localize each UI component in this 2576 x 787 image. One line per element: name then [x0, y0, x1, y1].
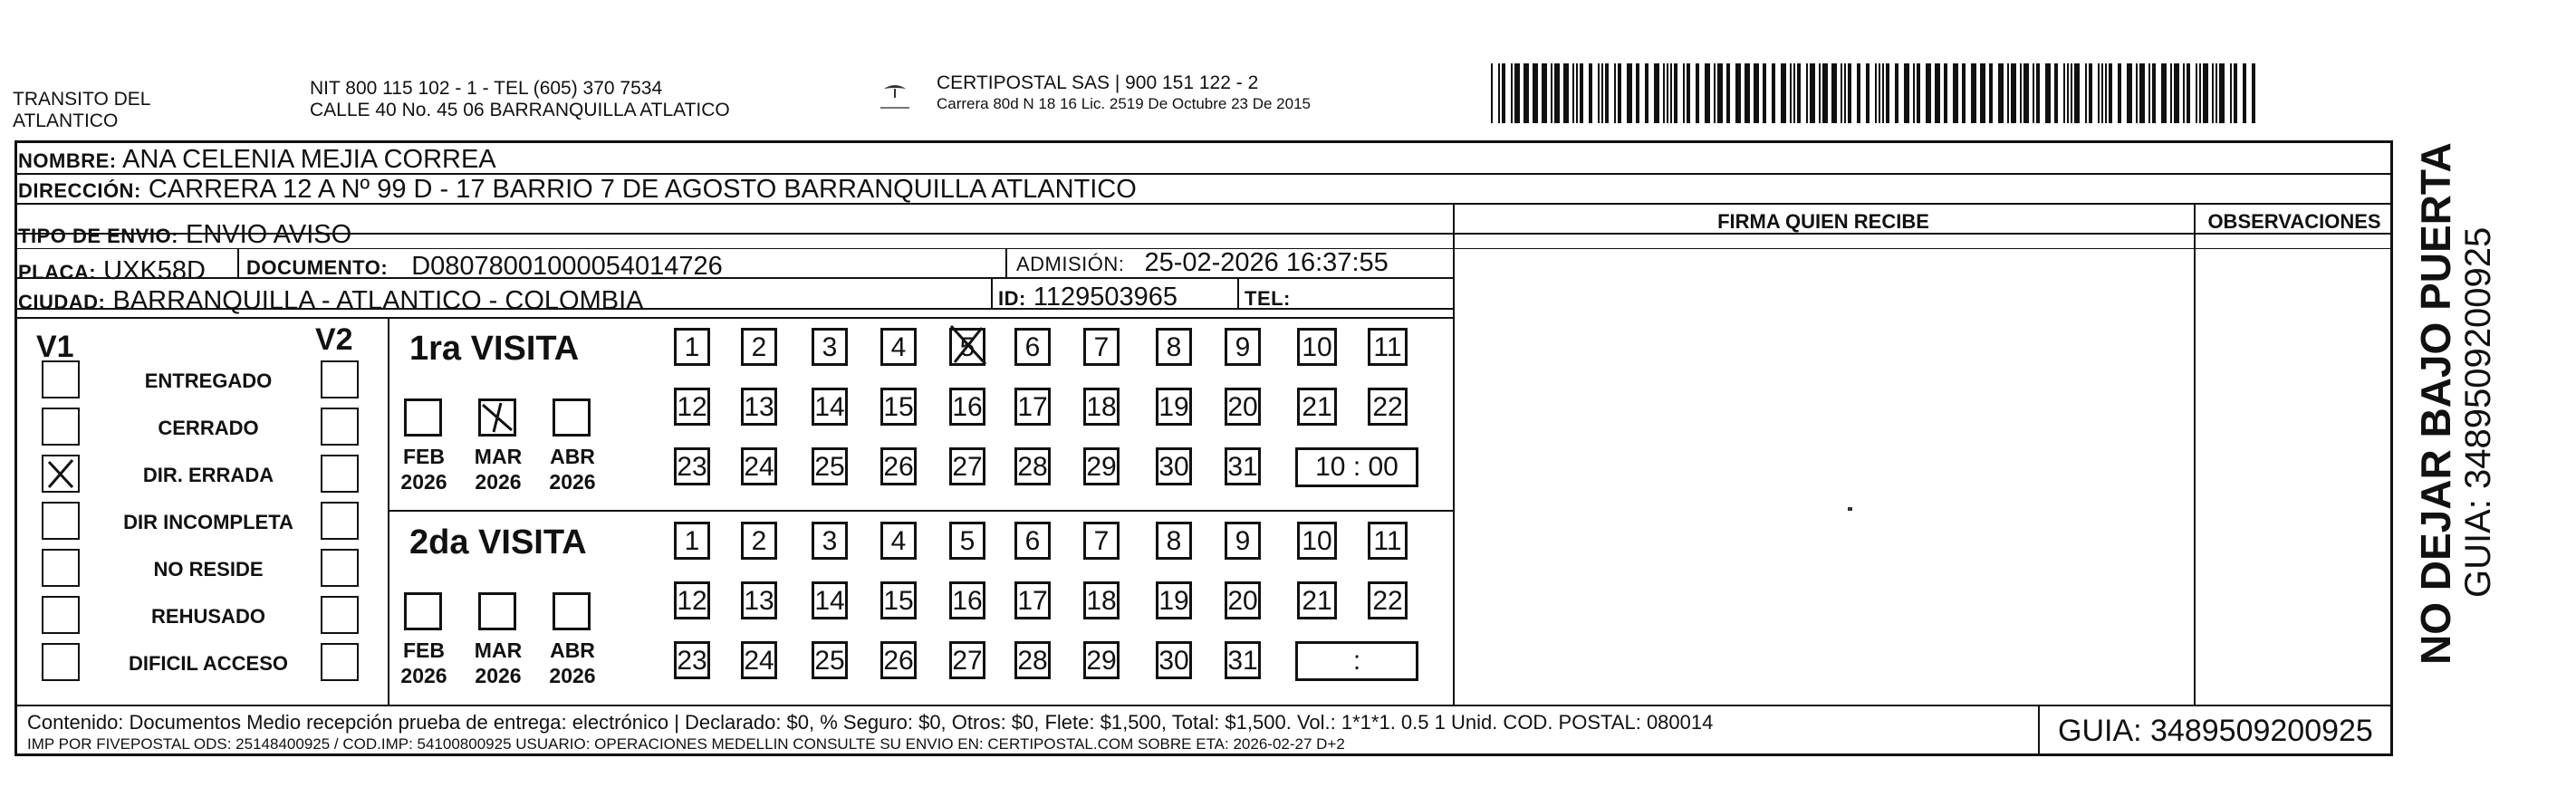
firma-header: FIRMA QUIEN RECIBE [1717, 210, 1929, 233]
day-box-0-27[interactable]: 27 [949, 447, 985, 485]
status-label: CERRADO [158, 417, 259, 439]
status-label: NO RESIDE [153, 558, 264, 581]
v2-checkbox-0[interactable] [321, 360, 359, 398]
carrier-line2: Carrera 80d N 18 16 Lic. 2519 De Octubre 23 De 2015 [937, 95, 1311, 112]
nombre-field [18, 145, 496, 176]
day-box-0-13[interactable]: 13 [741, 388, 777, 426]
direccion-field [18, 175, 1137, 206]
carrier-logo-icon [877, 82, 913, 112]
footer-guia: GUIA: 3489509200925 [2058, 714, 2373, 748]
day-box-0-11[interactable]: 11 [1368, 328, 1408, 366]
admision-value: 25-02-2026 16:37:55 [1144, 248, 1389, 277]
month-name: ABR [550, 445, 595, 468]
nombre-value: ANA CELENIA MEJIA CORREA [122, 145, 496, 174]
day-box-0-16[interactable]: 16 [949, 388, 985, 426]
day-box-0-25[interactable]: 25 [812, 447, 848, 485]
day-box-1-28[interactable]: 28 [1014, 641, 1051, 679]
v2-checkbox-1[interactable] [321, 408, 359, 446]
visit-time-1[interactable]: : [1295, 641, 1418, 681]
footer-imp: IMP POR FIVEPOSTAL ODS: 25148400925 / COD.IMP: 54100800925 USUARIO: OPERACIONES MEDELLIN CONSULTE SU ENVIO EN: CERTIPOSTAL.COM SOBRE ETA: 2026-02-27 D+2 [27, 735, 1345, 753]
day-box-0-5[interactable]: 5 [949, 328, 985, 366]
day-box-1-29[interactable]: 29 [1083, 641, 1120, 679]
month-label [397, 638, 451, 688]
month-checkbox-1-2[interactable] [553, 592, 591, 630]
v2-checkbox-2[interactable] [321, 455, 359, 493]
v2-checkbox-6[interactable] [321, 643, 359, 681]
day-box-1-1[interactable]: 1 [674, 522, 710, 560]
month-checkbox-0-2[interactable] [553, 398, 591, 437]
documento-value: D08078001000054014726 [411, 252, 723, 281]
day-box-1-17[interactable]: 17 [1014, 581, 1051, 619]
barcode [1491, 63, 2263, 123]
v2-checkbox-5[interactable] [321, 596, 359, 634]
day-box-0-17[interactable]: 17 [1014, 388, 1051, 426]
day-box-0-1[interactable]: 1 [674, 328, 710, 366]
placa-label: PLACA: [18, 261, 97, 283]
month-label [397, 444, 451, 494]
day-box-1-23[interactable]: 23 [674, 641, 710, 679]
month-label [545, 444, 600, 494]
side-guia: GUIA: 3489509200925 [2458, 226, 2498, 598]
month-name: FEB [403, 638, 445, 662]
day-box-0-24[interactable]: 24 [741, 447, 777, 485]
direccion-label: DIRECCIÓN: [18, 179, 141, 202]
day-box-0-10[interactable]: 10 [1297, 328, 1337, 366]
issuer-line2: ATLANTICO [13, 110, 119, 131]
day-box-0-7[interactable]: 7 [1083, 328, 1120, 366]
day-box-1-20[interactable]: 20 [1225, 581, 1261, 619]
carrier-line1: CERTIPOSTAL SAS | 900 151 122 - 2 [937, 72, 1259, 93]
day-box-1-11[interactable]: 11 [1368, 522, 1408, 560]
day-box-1-21[interactable]: 21 [1297, 581, 1337, 619]
month-year: 2026 [475, 470, 522, 494]
id-label: ID: [998, 287, 1026, 310]
month-name: MAR [474, 638, 523, 662]
day-box-1-18[interactable]: 18 [1083, 581, 1120, 619]
month-year: 2026 [400, 470, 447, 494]
month-label [471, 444, 525, 494]
status-label: DIFICIL ACCESO [128, 652, 288, 675]
day-box-0-6[interactable]: 6 [1014, 328, 1051, 366]
month-year: 2026 [549, 470, 596, 494]
v2-label: V2 [315, 322, 353, 357]
day-box-0-20[interactable]: 20 [1225, 388, 1261, 426]
day-box-0-26[interactable]: 26 [880, 447, 917, 485]
day-box-1-6[interactable]: 6 [1014, 522, 1051, 560]
day-box-1-27[interactable]: 27 [949, 641, 985, 679]
id-value: 1129503965 [1033, 283, 1178, 312]
day-box-1-26[interactable]: 26 [880, 641, 917, 679]
month-year: 2026 [475, 664, 522, 687]
day-box-1-5[interactable]: 5 [949, 522, 985, 560]
day-box-1-12[interactable]: 12 [674, 581, 710, 619]
month-checkbox-0-1[interactable] [478, 398, 516, 437]
day-box-0-18[interactable]: 18 [1083, 388, 1120, 426]
day-box-1-8[interactable]: 8 [1156, 522, 1192, 560]
day-box-1-14[interactable]: 14 [812, 581, 848, 619]
day-box-0-15[interactable]: 15 [880, 388, 917, 426]
day-box-0-22[interactable]: 22 [1368, 388, 1408, 426]
day-mark-icon [946, 322, 991, 374]
direccion-value: CARRERA 12 A Nº 99 D - 17 BARRIO 7 DE AGOSTO BARRANQUILLA ATLANTICO [148, 175, 1137, 204]
day-box-0-14[interactable]: 14 [812, 388, 848, 426]
visit-title-1: 2da VISITA [409, 523, 587, 561]
month-year: 2026 [400, 664, 447, 687]
day-box-0-29[interactable]: 29 [1083, 447, 1120, 485]
v1-checkbox-4[interactable] [42, 549, 80, 587]
v1-label: V1 [36, 330, 74, 364]
issuer-contact [310, 78, 730, 121]
day-box-0-19[interactable]: 19 [1156, 388, 1192, 426]
day-box-1-2[interactable]: 2 [741, 522, 777, 560]
v1-checkbox-0[interactable] [42, 360, 80, 398]
tipo-value: ENVIO AVISO [185, 220, 352, 249]
tel-label: TEL: [1245, 287, 1291, 310]
v1-checkbox-1[interactable] [42, 408, 80, 446]
day-box-0-9[interactable]: 9 [1225, 328, 1261, 366]
day-box-1-13[interactable]: 13 [741, 581, 777, 619]
month-year: 2026 [549, 664, 596, 687]
day-box-1-22[interactable]: 22 [1368, 581, 1408, 619]
admision-label: ADMISIÓN: [1016, 253, 1125, 275]
ciudad-field [18, 286, 644, 317]
status-label: REHUSADO [151, 605, 265, 628]
day-box-1-25[interactable]: 25 [812, 641, 848, 679]
day-box-1-3[interactable]: 3 [812, 522, 848, 560]
day-box-0-28[interactable]: 28 [1014, 447, 1051, 485]
status-label: DIR INCOMPLETA [123, 511, 293, 533]
v1-checkbox-6[interactable] [42, 643, 80, 681]
ciudad-label: CIUDAD: [18, 291, 106, 313]
side-warning: NO DEJAR BAJO PUERTA [2412, 142, 2459, 665]
status-label: DIR. ERRADA [142, 464, 274, 486]
observaciones-header: OBSERVACIONES [2207, 210, 2381, 233]
footer-contenido: Contenido: Documentos Medio recepción prueba de entrega: electrónico | Declarado: $0, % Seguro: $0, Otros: $0, Flete: $1,500, Total: $1,500. Vol.: 1*1*1. 0.5 1 Unid. COD. POSTAL: 080014 [27, 711, 1714, 734]
issuer-address: CALLE 40 No. 45 06 BARRANQUILLA ATLATICO [310, 100, 730, 120]
id-field [998, 283, 1177, 313]
day-box-0-12[interactable]: 12 [674, 388, 710, 426]
documento-label: DOCUMENTO: [246, 256, 389, 279]
day-box-0-8[interactable]: 8 [1156, 328, 1192, 366]
nombre-label: NOMBRE: [18, 149, 117, 172]
day-box-1-4[interactable]: 4 [880, 522, 917, 560]
day-box-1-7[interactable]: 7 [1083, 522, 1120, 560]
v1-checkbox-5[interactable] [42, 596, 80, 634]
v1-checkbox-2[interactable] [42, 455, 80, 493]
day-box-1-9[interactable]: 9 [1225, 522, 1261, 560]
month-checkbox-0-0[interactable] [404, 398, 442, 437]
month-name: FEB [403, 445, 445, 468]
day-box-1-16[interactable]: 16 [949, 581, 985, 619]
admision-field [1016, 248, 1389, 279]
month-label [545, 638, 600, 688]
tipo-field [18, 220, 351, 251]
visit-time-0[interactable]: 10 : 00 [1295, 447, 1418, 487]
day-box-0-23[interactable]: 23 [674, 447, 710, 485]
day-box-0-3[interactable]: 3 [812, 328, 848, 366]
nit-line: NIT 800 115 102 - 1 - TEL (605) 370 7534 [310, 78, 663, 99]
day-box-0-21[interactable]: 21 [1297, 388, 1337, 426]
month-name: MAR [474, 445, 523, 468]
day-box-1-24[interactable]: 24 [741, 641, 777, 679]
day-box-1-30[interactable]: 30 [1156, 641, 1192, 679]
issuer-name [13, 89, 150, 132]
tipo-label: TIPO DE ENVIO: [18, 225, 178, 247]
tel-field [1245, 283, 1291, 313]
month-label [471, 638, 525, 688]
placa-value: UXK58D [103, 256, 206, 285]
v2-checkbox-3[interactable] [321, 502, 359, 540]
ciudad-value: BARRANQUILLA - ATLANTICO - COLOMBIA [112, 286, 644, 315]
day-box-0-4[interactable]: 4 [880, 328, 917, 366]
month-name: ABR [550, 638, 595, 662]
issuer-line1: TRANSITO DEL [13, 89, 151, 110]
status-label: ENTREGADO [144, 370, 273, 392]
documento-field [246, 252, 723, 283]
placa-field [18, 256, 206, 287]
signature-dot [1848, 507, 1852, 511]
carrier-info [937, 72, 1311, 114]
month-checkbox-1-1[interactable] [478, 592, 516, 630]
v2-checkbox-4[interactable] [321, 549, 359, 587]
day-box-0-31[interactable]: 31 [1225, 447, 1261, 485]
day-box-0-2[interactable]: 2 [741, 328, 777, 366]
day-box-1-15[interactable]: 15 [880, 581, 917, 619]
day-box-1-31[interactable]: 31 [1225, 641, 1261, 679]
month-checkbox-1-0[interactable] [404, 592, 442, 630]
visit-title-0: 1ra VISITA [409, 330, 580, 368]
day-box-1-10[interactable]: 10 [1297, 522, 1337, 560]
v1-checkbox-3[interactable] [42, 502, 80, 540]
day-box-0-30[interactable]: 30 [1156, 447, 1192, 485]
day-box-1-19[interactable]: 19 [1156, 581, 1192, 619]
